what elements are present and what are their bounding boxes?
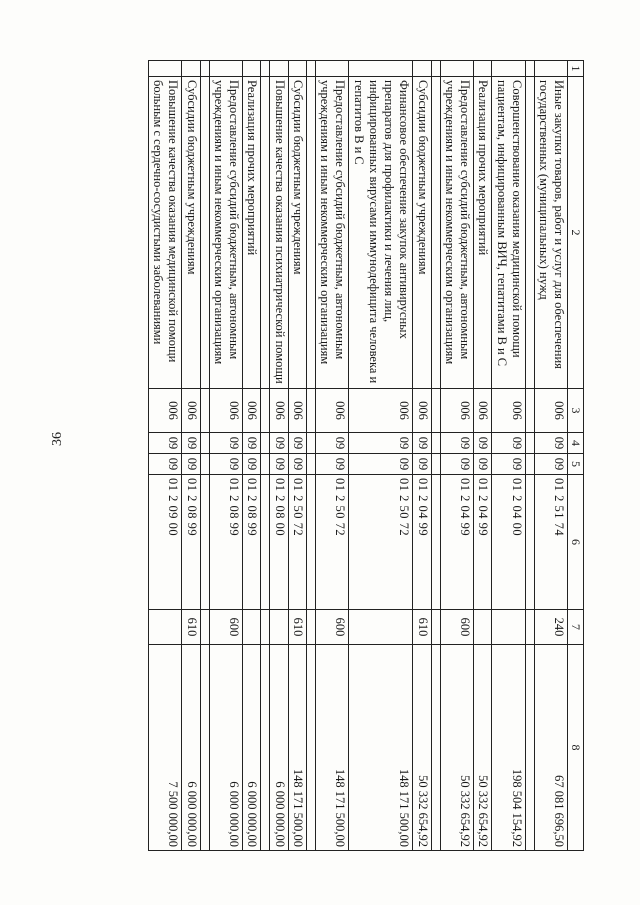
spacer-row xyxy=(306,61,315,851)
spacer-cell xyxy=(431,61,440,77)
cell-name: Предоставление субсидий бюджетным, автономным учреждениям и иным некоммерческим организациям xyxy=(315,77,349,389)
table-row xyxy=(349,61,413,851)
table-row xyxy=(413,61,431,851)
cell-col-1 xyxy=(209,61,243,77)
spacer-cell xyxy=(261,77,270,389)
cell-col-5: 09 xyxy=(492,454,526,475)
cell-col-8: 148 171 500,00 xyxy=(315,645,349,851)
header-col-4: 4 xyxy=(568,433,584,454)
spacer-cell xyxy=(431,610,440,645)
spacer-cell xyxy=(200,389,209,433)
spacer-cell xyxy=(525,389,534,433)
cell-col-8: 6 000 000,00 xyxy=(270,645,288,851)
cell-col-8: 7 500 000,00 xyxy=(148,645,182,851)
cell-col-7: 600 xyxy=(440,610,474,645)
spacer-cell xyxy=(431,77,440,389)
cell-col-7 xyxy=(270,610,288,645)
spacer-row xyxy=(261,61,270,851)
table-row xyxy=(492,61,526,851)
spacer-cell xyxy=(306,77,315,389)
cell-col-8: 6 000 000,00 xyxy=(209,645,243,851)
cell-col-1 xyxy=(349,61,413,77)
cell-col-1 xyxy=(288,61,306,77)
table-row xyxy=(288,61,306,851)
table-row xyxy=(243,61,261,851)
cell-col-4: 09 xyxy=(148,433,182,454)
cell-col-1 xyxy=(440,61,474,77)
cell-col-6: 01 2 08 00 xyxy=(270,475,288,610)
cell-col-1 xyxy=(270,61,288,77)
cell-col-5: 09 xyxy=(288,454,306,475)
cell-name: Реализация прочих мероприятий xyxy=(474,77,492,389)
cell-col-3: 006 xyxy=(288,389,306,433)
cell-col-3: 006 xyxy=(243,389,261,433)
table-row xyxy=(182,61,200,851)
cell-col-6: 01 2 51 74 xyxy=(534,475,568,610)
cell-col-4: 09 xyxy=(270,433,288,454)
spacer-cell xyxy=(525,77,534,389)
spacer-row xyxy=(525,61,534,851)
spacer-cell xyxy=(306,389,315,433)
cell-col-3: 006 xyxy=(315,389,349,433)
cell-col-3: 006 xyxy=(413,389,431,433)
header-col-8: 8 xyxy=(568,645,584,851)
cell-col-7: 610 xyxy=(182,610,200,645)
spacer-cell xyxy=(306,610,315,645)
spacer-cell xyxy=(200,433,209,454)
cell-col-5: 09 xyxy=(315,454,349,475)
spacer-cell xyxy=(306,475,315,610)
cell-col-8: 148 171 500,00 xyxy=(349,645,413,851)
spacer-cell xyxy=(200,77,209,389)
cell-col-5: 09 xyxy=(474,454,492,475)
cell-col-4: 09 xyxy=(315,433,349,454)
cell-col-5: 09 xyxy=(148,454,182,475)
table-row xyxy=(270,61,288,851)
cell-col-7 xyxy=(349,610,413,645)
cell-col-7: 610 xyxy=(413,610,431,645)
cell-col-8: 50 332 654,92 xyxy=(474,645,492,851)
cell-col-1 xyxy=(413,61,431,77)
table-row xyxy=(474,61,492,851)
cell-col-7 xyxy=(474,610,492,645)
cell-name: Предоставление субсидий бюджетным, автономным учреждениям и иным некоммерческим организациям xyxy=(209,77,243,389)
cell-col-8: 67 081 696,50 xyxy=(534,645,568,851)
spacer-cell xyxy=(261,61,270,77)
cell-col-6: 01 2 50 72 xyxy=(349,475,413,610)
spacer-cell xyxy=(525,645,534,851)
spacer-cell xyxy=(306,433,315,454)
spacer-cell xyxy=(261,433,270,454)
cell-col-5: 09 xyxy=(440,454,474,475)
header-col-1: 1 xyxy=(568,61,584,77)
cell-col-4: 09 xyxy=(243,433,261,454)
header-col-2: 2 xyxy=(568,77,584,389)
cell-col-4: 09 xyxy=(534,433,568,454)
spacer-cell xyxy=(525,454,534,475)
table-row xyxy=(209,61,243,851)
spacer-cell xyxy=(525,610,534,645)
cell-col-8: 6 000 000,00 xyxy=(182,645,200,851)
table-row xyxy=(148,61,182,851)
header-row xyxy=(568,61,584,851)
cell-col-5: 09 xyxy=(534,454,568,475)
cell-col-8: 50 332 654,92 xyxy=(440,645,474,851)
spacer-cell xyxy=(200,610,209,645)
cell-col-7: 610 xyxy=(288,610,306,645)
cell-name: Предоставление субсидий бюджетным, автономным учреждениям и иным некоммерческим организациям xyxy=(440,77,474,389)
cell-col-8: 50 332 654,92 xyxy=(413,645,431,851)
cell-col-1 xyxy=(474,61,492,77)
cell-name: Иные закупки товаров, работ и услуг для обеспечения государственных (муниципальных) нужд xyxy=(534,77,568,389)
spacer-cell xyxy=(261,475,270,610)
cell-name: Субсидии бюджетным учреждениям xyxy=(413,77,431,389)
cell-col-6: 01 2 08 99 xyxy=(243,475,261,610)
cell-name: Субсидии бюджетным учреждениям xyxy=(182,77,200,389)
spacer-cell xyxy=(431,433,440,454)
cell-name: Повышение качества оказания психиатрической помощи xyxy=(270,77,288,389)
spacer-cell xyxy=(306,645,315,851)
cell-col-5: 09 xyxy=(413,454,431,475)
spacer-cell xyxy=(261,389,270,433)
cell-col-3: 006 xyxy=(270,389,288,433)
cell-col-3: 006 xyxy=(440,389,474,433)
spacer-cell xyxy=(200,475,209,610)
spacer-row xyxy=(431,61,440,851)
table-body xyxy=(148,61,568,851)
header-col-5: 5 xyxy=(568,454,584,475)
spacer-cell xyxy=(306,61,315,77)
rotated-page-content xyxy=(84,60,584,850)
header-col-7: 7 xyxy=(568,610,584,645)
page-number: 36 xyxy=(50,432,65,446)
cell-name: Повышение качества оказания медицинской помощи больным с сердечно-сосудистыми заболеваниями xyxy=(148,77,182,389)
cell-name: Реализация прочих мероприятий xyxy=(243,77,261,389)
cell-col-8: 148 171 500,00 xyxy=(288,645,306,851)
cell-col-3: 006 xyxy=(148,389,182,433)
cell-col-5: 09 xyxy=(182,454,200,475)
cell-col-5: 09 xyxy=(349,454,413,475)
cell-col-5: 09 xyxy=(270,454,288,475)
budget-table xyxy=(148,60,584,851)
cell-col-6: 01 2 50 72 xyxy=(315,475,349,610)
table-row xyxy=(440,61,474,851)
cell-col-6: 01 2 08 99 xyxy=(209,475,243,610)
cell-col-3: 006 xyxy=(534,389,568,433)
spacer-cell xyxy=(200,61,209,77)
cell-col-4: 09 xyxy=(492,433,526,454)
header-col-3: 3 xyxy=(568,389,584,433)
cell-col-8: 6 000 000,00 xyxy=(243,645,261,851)
cell-col-1 xyxy=(315,61,349,77)
spacer-cell xyxy=(525,475,534,610)
cell-col-4: 09 xyxy=(474,433,492,454)
cell-name: Совершенствование оказания медицинской помощи пациентам, инфицированным ВИЧ, гепатитами В и С xyxy=(492,77,526,389)
spacer-cell xyxy=(200,454,209,475)
spacer-cell xyxy=(525,433,534,454)
cell-col-6: 01 2 04 99 xyxy=(440,475,474,610)
cell-col-5: 09 xyxy=(243,454,261,475)
cell-col-6: 01 2 04 99 xyxy=(474,475,492,610)
cell-col-4: 09 xyxy=(182,433,200,454)
cell-name: Финансовое обеспечение закупок антивирусных препаратов для профилактики и лечения лиц, инфицированных вирусами иммунодефицита человека и гепатитов В и С xyxy=(349,77,413,389)
cell-col-8: 198 504 154,92 xyxy=(492,645,526,851)
cell-col-6: 01 2 08 99 xyxy=(182,475,200,610)
cell-col-6: 01 2 50 72 xyxy=(288,475,306,610)
cell-col-4: 09 xyxy=(288,433,306,454)
cell-col-6: 01 2 04 99 xyxy=(413,475,431,610)
cell-col-5: 09 xyxy=(209,454,243,475)
cell-col-6: 01 2 09 00 xyxy=(148,475,182,610)
cell-col-3: 006 xyxy=(492,389,526,433)
spacer-cell xyxy=(306,454,315,475)
cell-col-4: 09 xyxy=(349,433,413,454)
table-row xyxy=(534,61,568,851)
cell-col-1 xyxy=(243,61,261,77)
cell-col-4: 09 xyxy=(440,433,474,454)
cell-col-3: 006 xyxy=(474,389,492,433)
cell-col-1 xyxy=(182,61,200,77)
cell-name: Субсидии бюджетным учреждениям xyxy=(288,77,306,389)
spacer-row xyxy=(200,61,209,851)
cell-col-7: 240 xyxy=(534,610,568,645)
spacer-cell xyxy=(431,389,440,433)
cell-col-4: 09 xyxy=(209,433,243,454)
spacer-cell xyxy=(431,475,440,610)
cell-col-3: 006 xyxy=(349,389,413,433)
spacer-cell xyxy=(261,645,270,851)
cell-col-1 xyxy=(148,61,182,77)
table-row xyxy=(315,61,349,851)
spacer-cell xyxy=(525,61,534,77)
cell-col-7 xyxy=(492,610,526,645)
cell-col-7 xyxy=(243,610,261,645)
cell-col-3: 006 xyxy=(209,389,243,433)
spacer-cell xyxy=(261,610,270,645)
header-col-6: 6 xyxy=(568,475,584,610)
cell-col-7 xyxy=(148,610,182,645)
spacer-cell xyxy=(200,645,209,851)
cell-col-1 xyxy=(492,61,526,77)
spacer-cell xyxy=(431,454,440,475)
spacer-cell xyxy=(261,454,270,475)
cell-col-7: 600 xyxy=(209,610,243,645)
cell-col-1 xyxy=(534,61,568,77)
spacer-cell xyxy=(431,645,440,851)
cell-col-4: 09 xyxy=(413,433,431,454)
cell-col-6: 01 2 04 00 xyxy=(492,475,526,610)
cell-col-3: 006 xyxy=(182,389,200,433)
cell-col-7: 600 xyxy=(315,610,349,645)
